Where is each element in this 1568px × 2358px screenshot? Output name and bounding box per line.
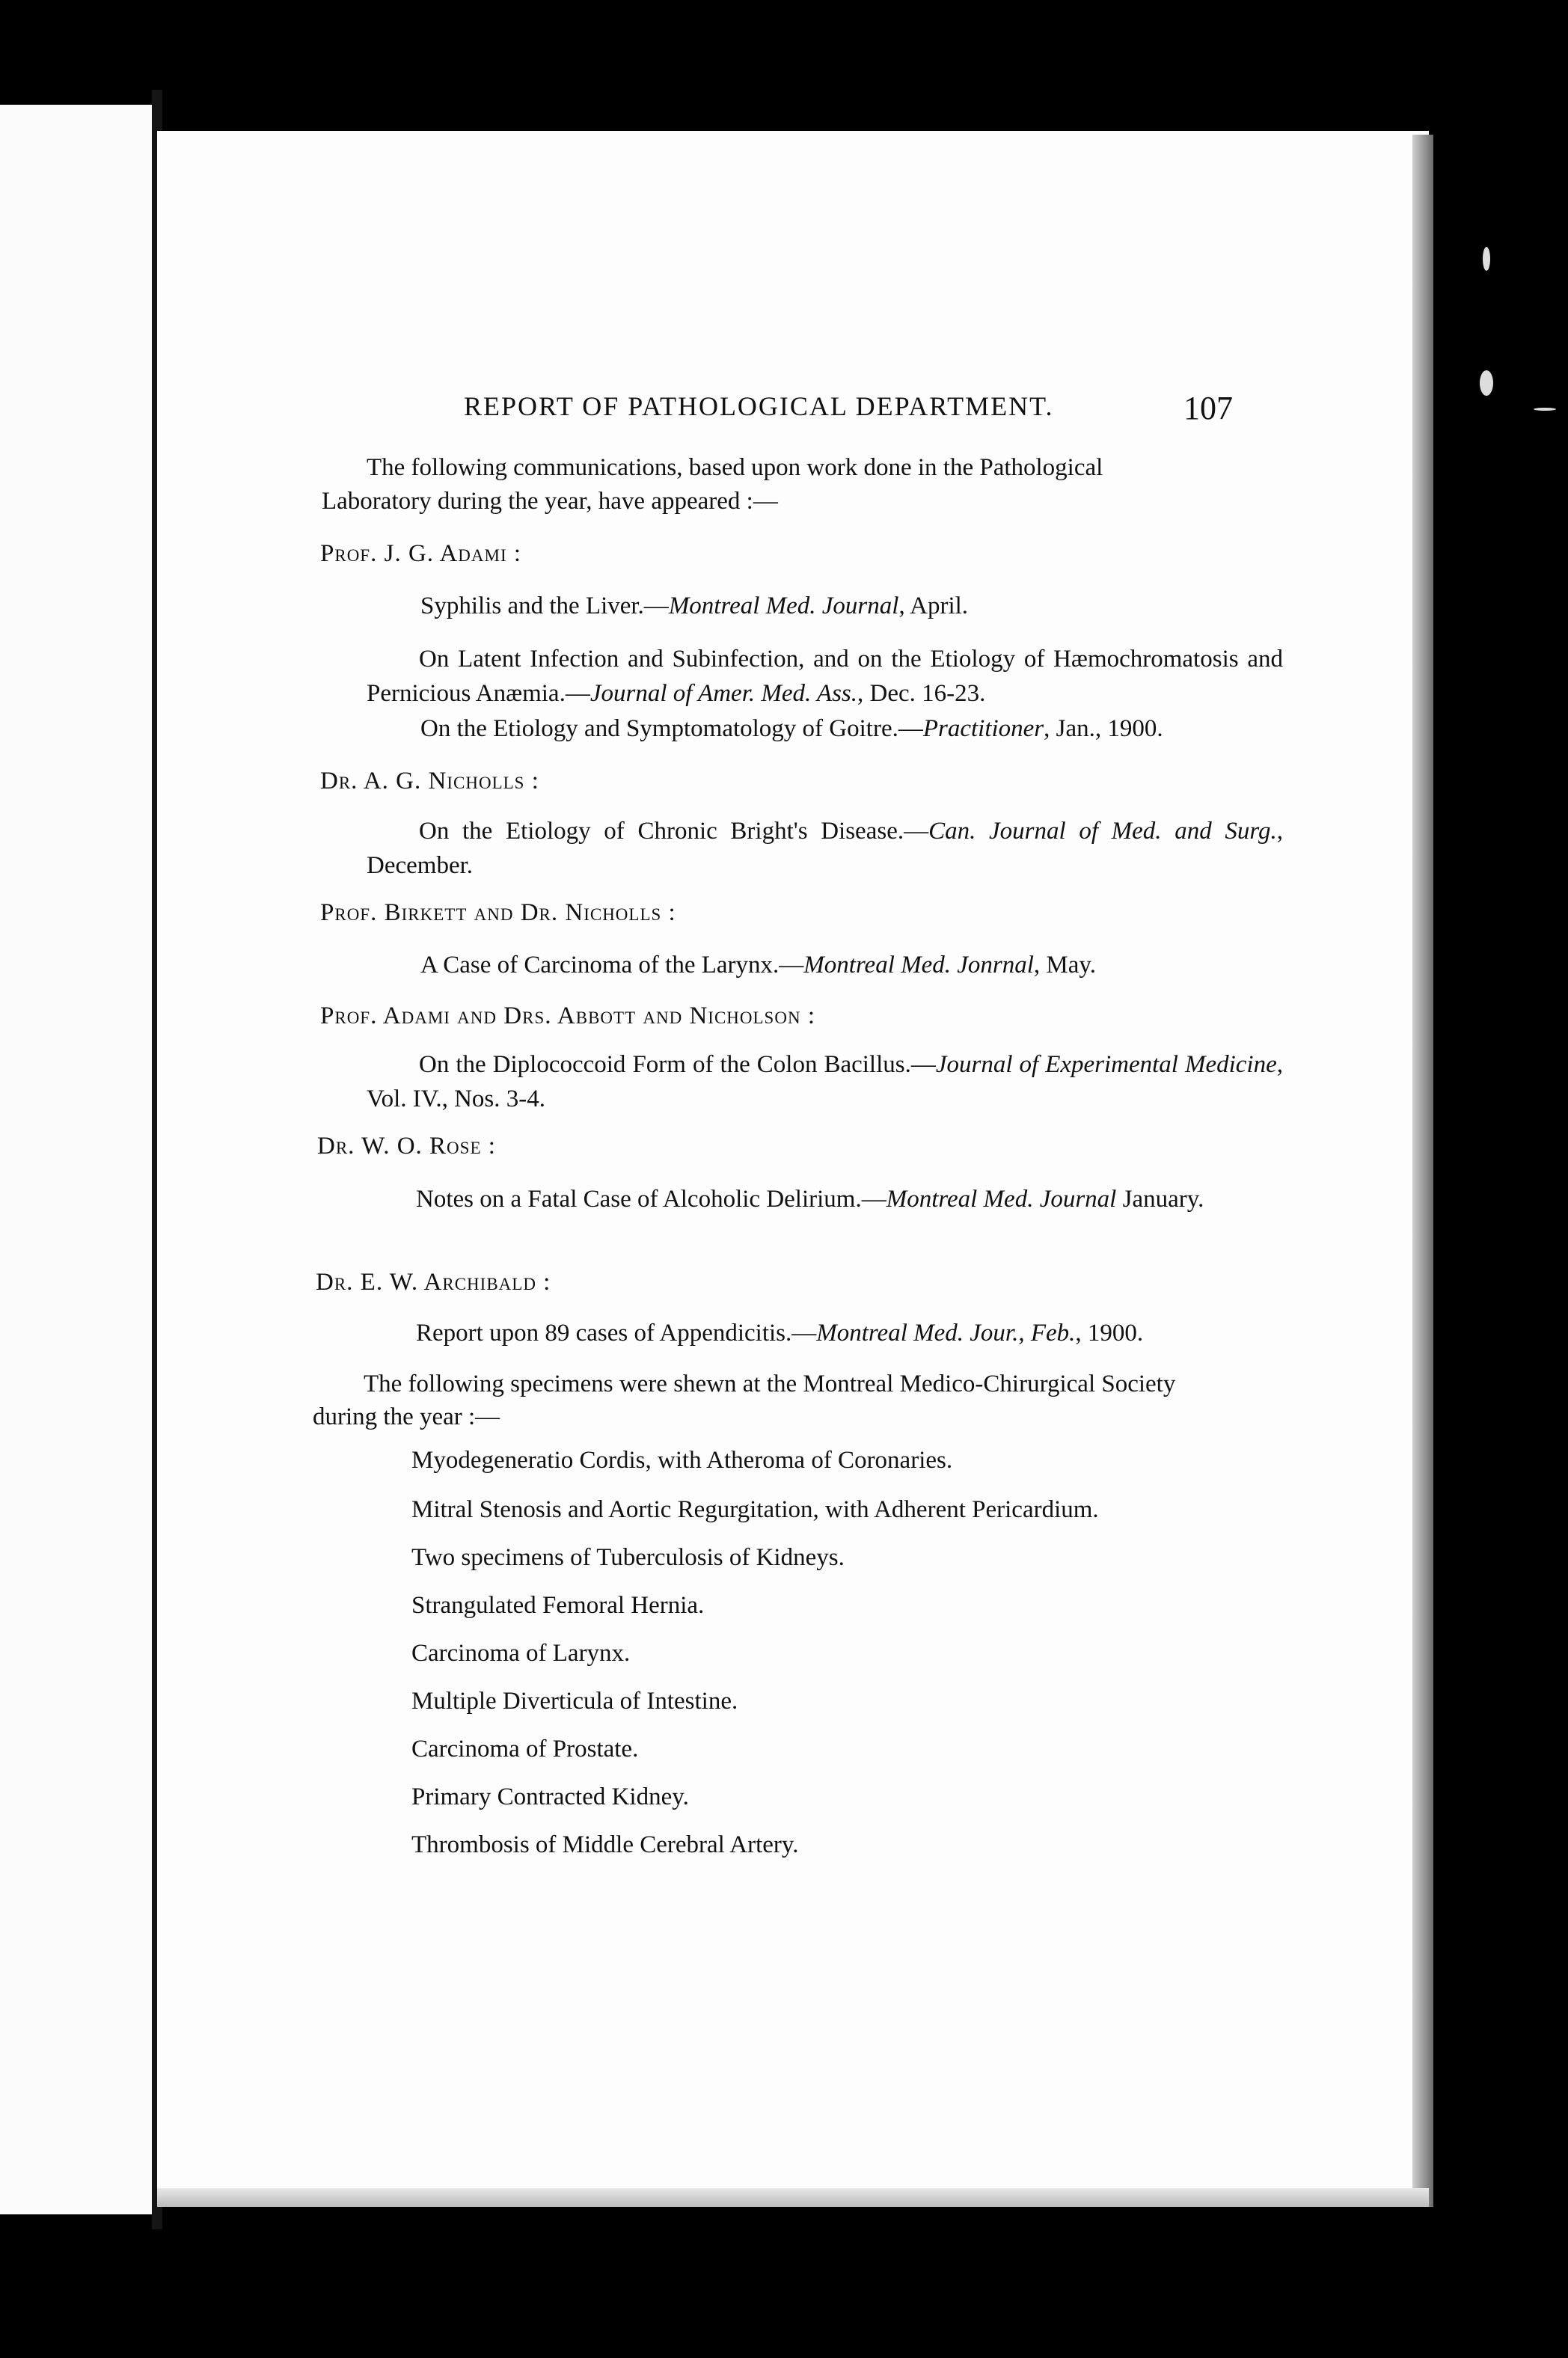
citation: On the Etiology and Symptomatology of Goitre.—Practitioner, Jan., 1900.: [420, 715, 1163, 742]
author-heading: Prof. J. G. Adami :: [320, 540, 522, 567]
specimens-intro-line-2: during the year :—: [313, 1403, 500, 1430]
specimen-item: Primary Contracted Kidney.: [411, 1783, 689, 1810]
specimen-item: Two specimens of Tuberculosis of Kidneys.: [411, 1544, 845, 1571]
scan-mark: [1480, 370, 1493, 396]
citation: On the Diplococcoid Form of the Colon Bacillus.—Journal of Experimental Medicine, Vol. IV., Nos. 3-4.: [367, 1051, 1283, 1112]
page-bottom-shadow: [157, 2188, 1429, 2207]
author-heading: Prof. Adami and Drs. Abbott and Nicholson :: [320, 1002, 815, 1029]
citation: A Case of Carcinoma of the Larynx.—Montreal Med. Jonrnal, May.: [420, 952, 1097, 979]
specimen-item: Mitral Stenosis and Aortic Regurgitation, with Adherent Pericardium.: [411, 1496, 1099, 1523]
author-heading: Dr. W. O. Rose :: [317, 1133, 496, 1160]
page-number: 107: [1183, 390, 1233, 426]
citation: Report upon 89 cases of Appendicitis.—Montreal Med. Jour., Feb., 1900.: [416, 1320, 1144, 1347]
page-edge-shadow: [1412, 135, 1433, 2207]
specimens-intro-line-1: The following specimens were shewn at the Montreal Medico-Chirurgical Society: [364, 1371, 1176, 1397]
page: [157, 131, 1429, 2207]
scan-mark: [1483, 247, 1490, 271]
citation: Notes on a Fatal Case of Alcoholic Delirium.—Montreal Med. Journal January.: [416, 1186, 1204, 1213]
specimen-item: Strangulated Femoral Hernia.: [411, 1592, 705, 1619]
specimen-item: Carcinoma of Prostate.: [411, 1736, 639, 1763]
scan-mark: [1534, 408, 1556, 411]
author-heading: Dr. A. G. Nicholls :: [320, 768, 539, 794]
specimen-item: Carcinoma of Larynx.: [411, 1640, 631, 1667]
author-heading: Prof. Birkett and Dr. Nicholls :: [320, 899, 676, 926]
running-header: REPORT OF PATHOLOGICAL DEPARTMENT.: [464, 391, 1054, 421]
specimen-item: Myodegeneratio Cordis, with Atheroma of Coronaries.: [411, 1447, 953, 1474]
citation: On the Etiology of Chronic Bright's Disease.—Can. Journal of Med. and Surg., December.: [367, 818, 1283, 879]
specimen-item: Thrombosis of Middle Cerebral Artery.: [411, 1831, 799, 1858]
citation: On Latent Infection and Subinfection, and on the Etiology of Hæmochromatosis and Pernicious Anæmia.—Journal of Amer. Med. Ass., Dec. 16-23.: [367, 646, 1283, 707]
specimen-item: Multiple Diverticula of Intestine.: [411, 1688, 738, 1715]
citation: Syphilis and the Liver.—Montreal Med. Journal, April.: [420, 592, 969, 619]
author-heading: Dr. E. W. Archibald :: [316, 1269, 551, 1296]
intro-line-2: Laboratory during the year, have appeared :—: [322, 488, 778, 515]
intro-line-1: The following communications, based upon work done in the Pathological: [367, 454, 1103, 481]
facing-page-edge: [0, 105, 153, 2214]
